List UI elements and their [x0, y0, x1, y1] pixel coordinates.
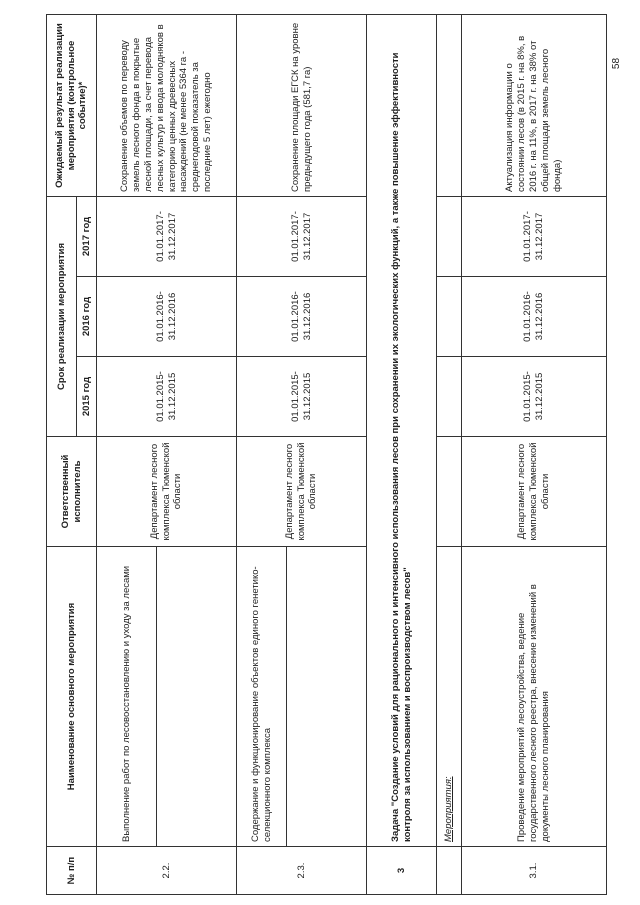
header-num: № п/п: [47, 847, 97, 895]
row-2015: 01.01.2015-31.12.2015: [237, 357, 367, 437]
row-responsible: Департамент лесного комплекса Тюменской области: [97, 437, 237, 547]
rotated-table-container: [46, 15, 601, 895]
row-num: 3.1.: [462, 847, 607, 895]
row-2015: [437, 357, 462, 437]
row-2016: 01.01.2016-31.12.2016: [237, 277, 367, 357]
row-name: Мероприятия:: [437, 547, 462, 847]
header-2017: 2017 год: [77, 196, 97, 276]
row-2017: 01.01.2017-31.12.2017: [462, 196, 607, 276]
row-2015: 01.01.2015-31.12.2015: [462, 357, 607, 437]
row-name: Проведение мероприятий лесоустройства, ведение государственного лесного реестра, внесение изменений в документы лесного планирования: [462, 547, 607, 847]
row-num: 2.3.: [237, 847, 367, 895]
row-2017: 01.01.2017-31.12.2017: [97, 196, 237, 276]
header-2015: 2015 год: [77, 357, 97, 437]
row-name: [157, 547, 237, 847]
row-responsible: Департамент лесного комплекса Тюменской области: [237, 437, 367, 547]
table-row: [97, 14, 157, 894]
row-result: Сохранение объемов по переводу земель лесного фонда в покрытые лесной площади, за счет перевода лесных культур и ввода молодняков в категорию ценных древесных насаждений (не менее 5364 га - среднегодовой показатель за последние 5 лет) ежегодно: [97, 14, 237, 196]
row-2015: 01.01.2015-31.12.2015: [97, 357, 237, 437]
row-result: Актуализация информации о состоянии лесов (в 2015 г. на 8%, в 2016 г. на 11%, в 2017 г. на 38% от общей площади земель лесного фонда): [462, 14, 607, 196]
page-number: 58: [610, 57, 622, 70]
row-name: Задача "Создание условий для рационального и интенсивного использования лесов при сохранении их экологических функций, а также повышение эффективности контроля за использованием и воспроизводством лесов": [367, 14, 437, 846]
row-responsible: Департамент лесного комплекса Тюменской области: [462, 437, 607, 547]
header-result: Ожидаемый результат реализации мероприятия (контрольное событие)*: [47, 14, 97, 196]
row-responsible: [437, 437, 462, 547]
row-name: Выполнение работ по лесовосстановлению и уходу за лесами: [97, 547, 157, 847]
table-row: [462, 14, 607, 894]
table-row: [237, 14, 287, 894]
header-period: Срок реализации мероприятия: [47, 196, 77, 436]
table-row: [437, 14, 462, 894]
row-name: [287, 547, 367, 847]
row-2017: [437, 196, 462, 276]
row-result: Сохранение площади ЕГСК на уровне предыдущего года (581,7 га): [237, 14, 367, 196]
row-name: Содержание и функционирование объектов единого генетико-селекционного комплекса: [237, 547, 287, 847]
row-2016: 01.01.2016-31.12.2016: [97, 277, 237, 357]
header-2016: 2016 год: [77, 277, 97, 357]
header-name: Наименование основного мероприятия: [47, 547, 97, 847]
header-responsible: Ответственный исполнитель: [47, 437, 97, 547]
row-2016: [437, 277, 462, 357]
events-table: [46, 14, 607, 895]
row-2016: 01.01.2016-31.12.2016: [462, 277, 607, 357]
row-num: [437, 847, 462, 895]
row-2017: 01.01.2017-31.12.2017: [237, 196, 367, 276]
row-num: 2.2.: [97, 847, 237, 895]
row-result: [437, 14, 462, 196]
table-row: [367, 14, 437, 894]
row-num: 3: [367, 847, 437, 895]
